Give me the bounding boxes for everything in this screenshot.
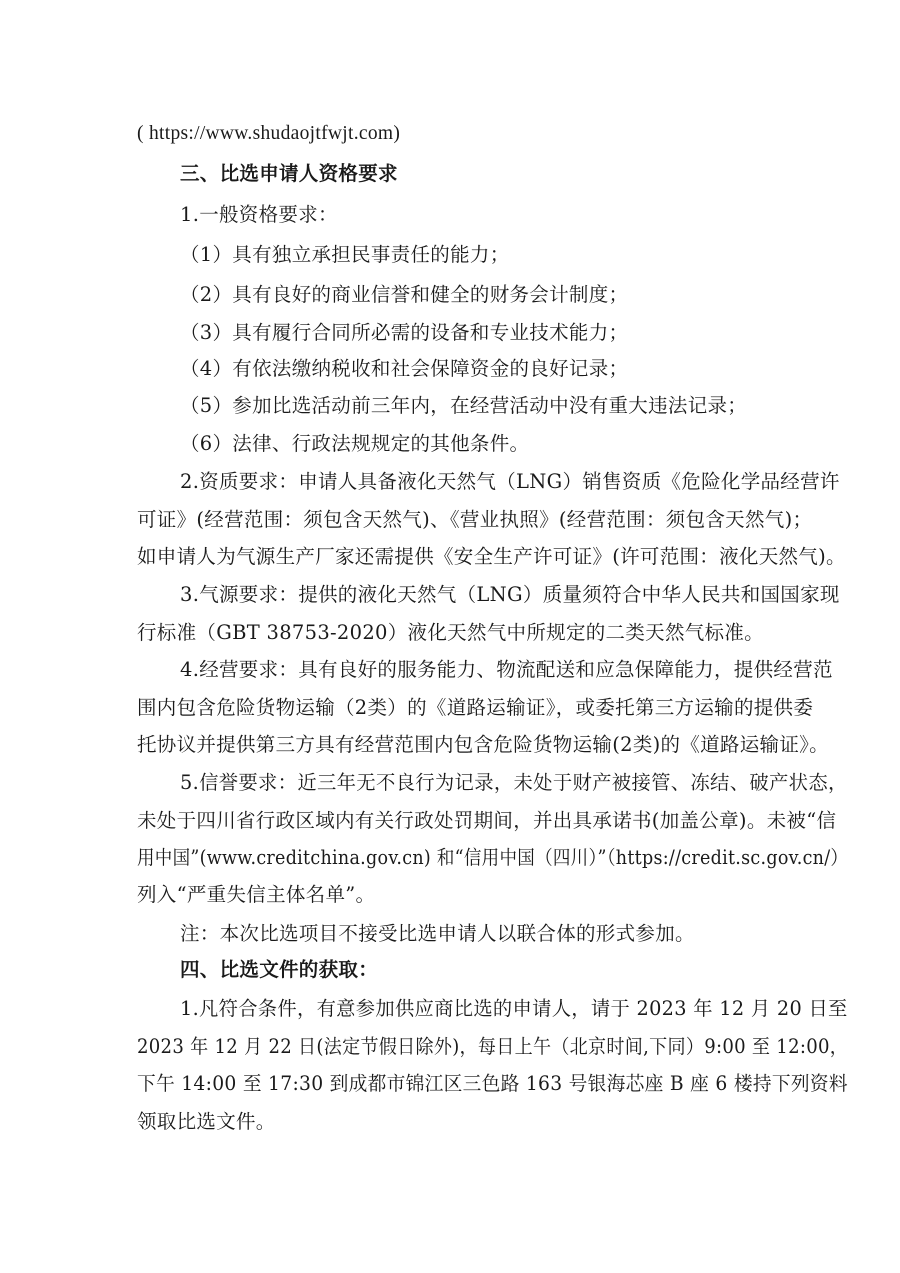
general-requirements-title: 1.一般资格要求： [180,203,338,226]
acquisition-line-1: 1.凡符合条件，有意参加供应商比选的申请人，请于 2023 年 12 月 20 日至 [180,997,848,1020]
general-requirement-2: （2）具有良好的商业信誉和健全的财务会计制度； [180,283,629,306]
section-four-heading: 四、比选文件的获取： [180,958,379,981]
operation-line-1: 4.经营要求：具有良好的服务能力、物流配送和应急保障能力，提供经营范 [180,658,833,681]
credit-line-4: 列入“严重失信主体名单”。 [137,883,376,906]
acquisition-line-3: 下午 14:00 至 17:30 到成都市锦江区三色路 163 号银海芯座 B 座 6 楼持下列资料 [137,1072,848,1095]
general-requirement-3: （3）具有履行合同所必需的设备和专业技术能力； [180,321,629,344]
acquisition-line-2: 2023 年 12 月 22 日(法定节假日除外)，每日上午（北京时间,下同）9:00 至 12:00， [137,1035,849,1058]
section-three-heading: 三、比选申请人资格要求 [180,162,398,185]
credit-line-3: 用中国”(www.creditchina.gov.cn) 和“信用中国（四川）”（https://credit.sc.gov.cn/） [137,846,849,869]
general-requirement-1: （1）具有独立承担民事责任的能力； [180,243,510,266]
website-url: ( https://www.shudaojtfwjt.com) [137,123,401,144]
qualification-line-2: 可证》(经营范围：须包含天然气)、《营业执照》(经营范围：须包含天然气)； [137,508,813,531]
general-requirement-6: （6）法律、行政法规规定的其他条件。 [180,432,530,455]
consortium-note: 注：本次比选项目不接受比选申请人以联合体的形式参加。 [180,922,695,945]
operation-line-2: 围内包含危险货物运输（2类）的《道路运输证》，或委托第三方运输的提供委 [137,696,814,719]
credit-line-2: 未处于四川省行政区域内有关行政处罚期间，并出具承诺书(加盖公章)。未被“信 [137,809,837,832]
general-requirement-4: （4）有依法缴纳税收和社会保障资金的良好记录； [180,357,629,380]
gas-source-line-2: 行标准（GBT 38753-2020）液化天然气中所规定的二类天然气标准。 [137,621,764,644]
qualification-line-3: 如申请人为气源生产厂家还需提供《安全生产许可证》(许可范围：液化天然气)。 [137,545,846,568]
gas-source-line-1: 3.气源要求：提供的液化天然气（LNG）质量须符合中华人民共和国国家现 [180,583,840,606]
general-requirement-5: （5）参加比选活动前三年内，在经营活动中没有重大违法记录； [180,394,748,417]
qualification-line-1: 2.资质要求：申请人具备液化天然气（LNG）销售资质《危险化学品经营许 [180,470,840,493]
credit-line-1: 5.信誉要求：近三年无不良行为记录，未处于财产被接管、冻结、破产状态， [180,771,848,794]
acquisition-line-4: 领取比选文件。 [137,1110,276,1133]
operation-line-3: 托协议并提供第三方具有经营范围内包含危险货物运输(2类)的《道路运输证》。 [137,733,829,756]
